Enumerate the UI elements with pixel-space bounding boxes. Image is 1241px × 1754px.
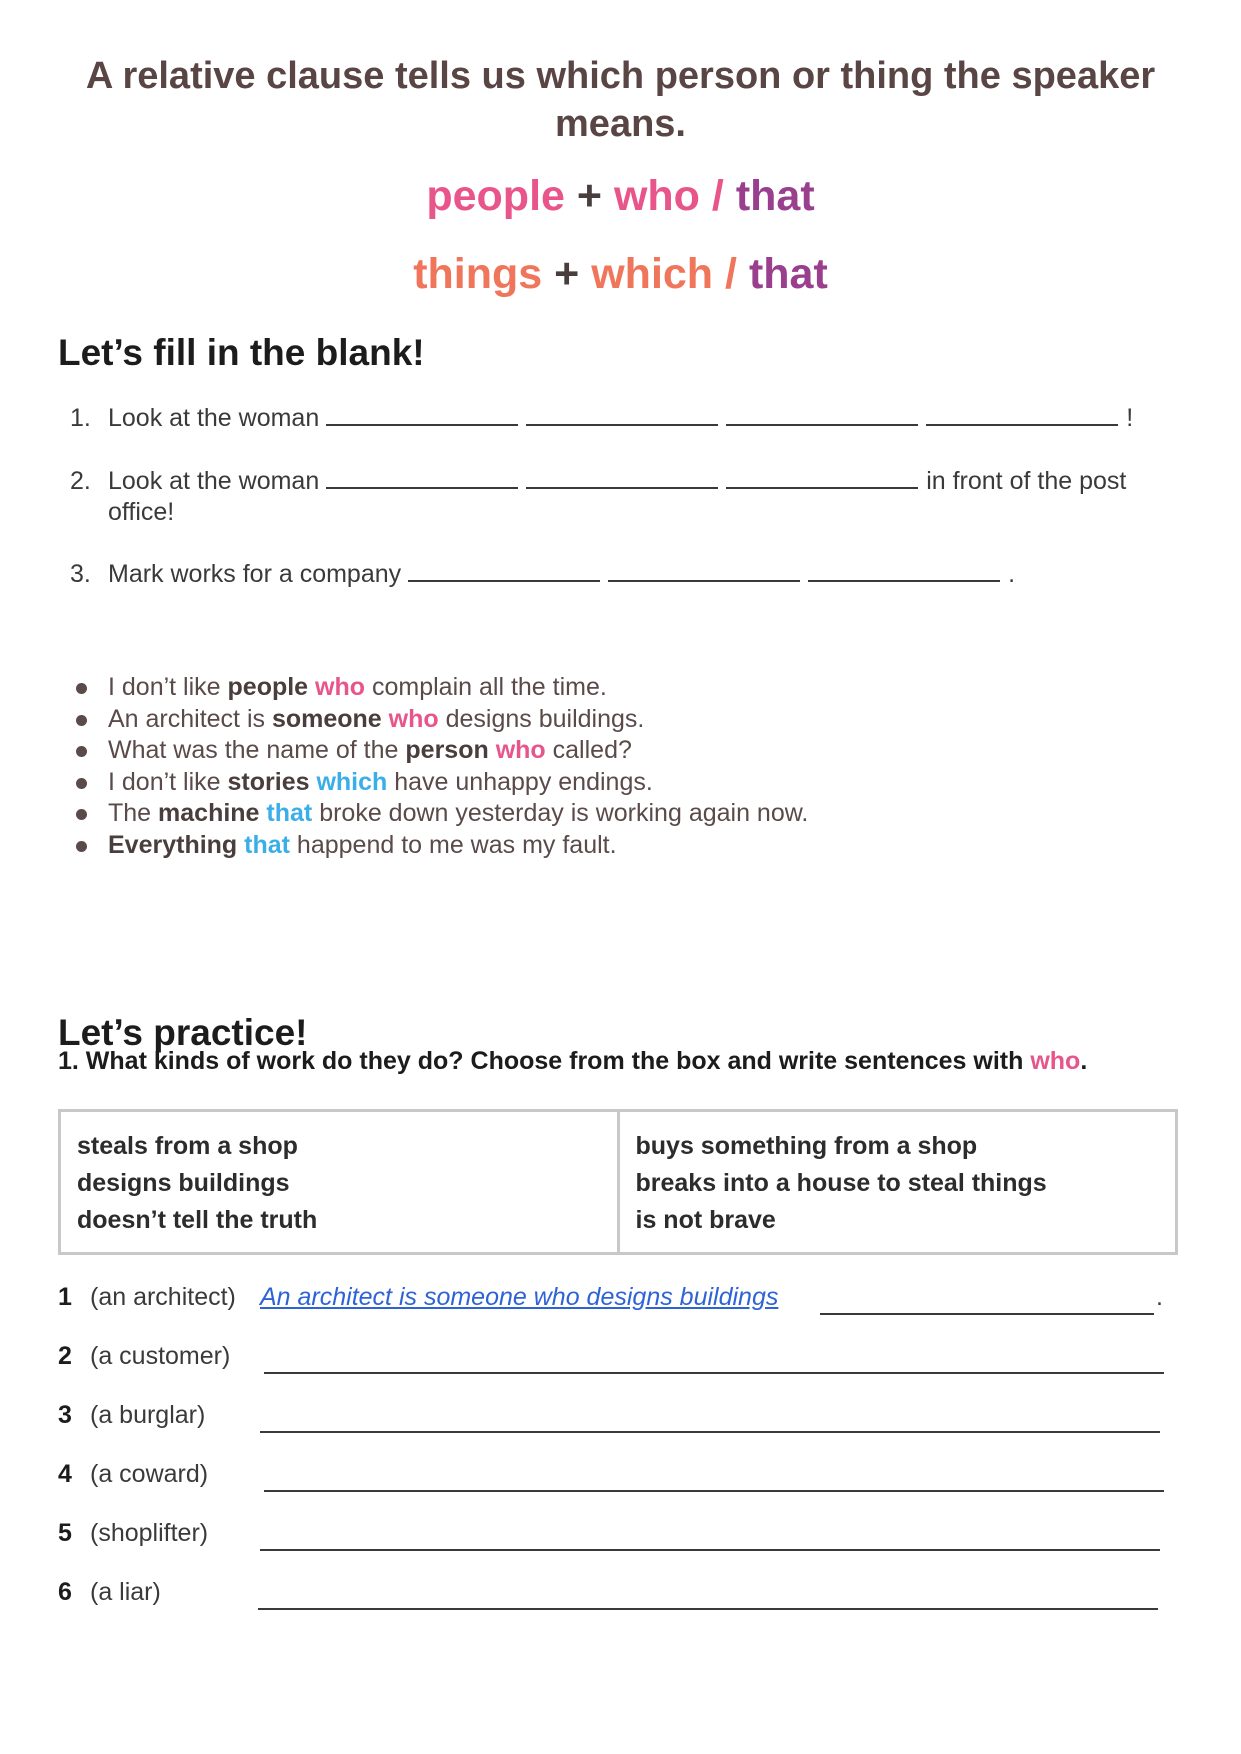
example-text: I don’t like (108, 673, 228, 701)
word-box-right (617, 1112, 1176, 1252)
example-text: have unhappy endings. (387, 767, 653, 796)
item-number: 3. (70, 560, 91, 588)
practice-label: (a burglar) (90, 1401, 206, 1429)
item-number: 1. (70, 404, 91, 432)
formula-rel-that: that (748, 250, 828, 298)
formula-people (0, 172, 1241, 221)
practice-number: 1 (58, 1283, 72, 1311)
blank-line[interactable] (526, 402, 718, 426)
word-box-phrase: steals from a shop (77, 1132, 298, 1160)
example-noun: machine (158, 799, 260, 827)
example-text: designs buildings. (438, 704, 645, 733)
instruction (58, 1047, 1087, 1076)
example-text: complain all the time. (365, 673, 607, 701)
answer-line[interactable] (260, 1401, 1160, 1433)
blank-line[interactable] (726, 465, 918, 489)
word-box (58, 1109, 1178, 1255)
example-pronoun: that (244, 830, 290, 859)
bullet-icon (76, 809, 87, 820)
example-noun: person (405, 736, 489, 764)
practice-label: (shoplifter) (90, 1519, 209, 1547)
example-item (76, 735, 1176, 767)
practice-item (58, 1578, 1168, 1618)
bullet-icon (76, 841, 87, 852)
formula-rel-who: who (613, 172, 700, 220)
blank-line[interactable] (726, 402, 918, 426)
example-pronoun: that (266, 799, 313, 827)
item-text: Look at the woman (108, 467, 320, 495)
example-text: broke down yesterday is working again now. (312, 799, 809, 827)
example-item (76, 830, 1176, 862)
example-text: An architect is (108, 704, 272, 733)
word-box-phrase: breaks into a house to steal things (635, 1169, 1047, 1197)
practice-number: 2 (58, 1342, 72, 1370)
example-answer: An architect is someone who designs buildings (260, 1283, 779, 1311)
fill-item (70, 558, 1180, 590)
bullet-icon (76, 778, 87, 789)
formula-people-noun: people (426, 172, 565, 220)
answer-line[interactable] (820, 1283, 1154, 1315)
blank-line[interactable] (808, 558, 1000, 582)
example-item (76, 798, 1176, 830)
item-text: Look at the woman (108, 404, 320, 432)
formula-things-noun: things (413, 250, 543, 298)
word-box-phrase: buys something from a shop (635, 1132, 978, 1160)
practice-label: (a liar) (90, 1578, 161, 1606)
practice-item (58, 1401, 1168, 1441)
formula-rel-which: which (591, 250, 714, 298)
bullet-icon (76, 715, 87, 726)
blank-line[interactable] (326, 465, 518, 489)
answer-line[interactable] (264, 1460, 1164, 1492)
word-box-phrase: is not brave (635, 1206, 776, 1234)
instruction-keyword: who (1030, 1047, 1081, 1075)
formula-slash: / (725, 250, 737, 298)
blank-line[interactable] (326, 402, 518, 426)
practice-number: 6 (58, 1578, 72, 1606)
example-list (76, 672, 1176, 861)
practice-number: 3 (58, 1401, 72, 1429)
example-pronoun: who (495, 736, 546, 764)
example-noun: people (227, 673, 309, 701)
practice-item (58, 1283, 1168, 1323)
formula-rel-that: that (735, 172, 815, 220)
practice-label: (an architect) (90, 1283, 236, 1311)
bullet-icon (76, 746, 87, 757)
formula-plus: + (576, 172, 603, 220)
item-number: 2. (70, 467, 91, 495)
item-text: Mark works for a company (108, 560, 402, 588)
example-noun: Everything (108, 830, 238, 859)
example-pronoun: which (316, 767, 388, 796)
example-item (76, 672, 1176, 704)
answer-line[interactable] (260, 1519, 1160, 1551)
practice-item (58, 1519, 1168, 1559)
answer-line[interactable] (264, 1342, 1164, 1374)
example-item (76, 767, 1176, 799)
blank-line[interactable] (526, 465, 718, 489)
example-noun: stories (227, 767, 310, 796)
item-continuation: office! (108, 498, 175, 526)
example-text: called? (545, 736, 632, 764)
word-box-left (61, 1112, 617, 1252)
practice-number: 5 (58, 1519, 72, 1547)
example-noun: someone (271, 704, 382, 733)
example-pronoun: who (388, 704, 439, 733)
fill-heading: Let’s fill in the blank! (58, 332, 425, 373)
example-text: I don’t like (108, 767, 228, 796)
word-box-phrase: doesn’t tell the truth (77, 1206, 318, 1234)
example-pronoun: who (315, 673, 366, 701)
formula-plus: + (554, 250, 580, 298)
word-box-phrase: designs buildings (77, 1169, 290, 1197)
answer-line[interactable] (258, 1578, 1158, 1610)
practice-label: (a customer) (90, 1342, 231, 1370)
item-end: ! (1126, 404, 1134, 432)
item-end: . (1008, 560, 1016, 588)
example-text: happend to me was my fault. (289, 830, 617, 859)
blank-line[interactable] (608, 558, 800, 582)
bullet-icon (76, 683, 87, 694)
instruction-end: . (1080, 1047, 1088, 1075)
practice-label: (a coward) (90, 1460, 209, 1488)
practice-item (58, 1460, 1168, 1500)
practice-end: . (1156, 1283, 1163, 1311)
formula-slash: / (711, 172, 724, 220)
example-text: What was the name of the (108, 736, 406, 764)
instruction-text: 1. What kinds of work do they do? Choose from the box and write sentences with (58, 1047, 1031, 1075)
fill-item (70, 465, 1180, 528)
example-text: The (108, 799, 159, 827)
practice-item (58, 1342, 1168, 1382)
fill-item (70, 402, 1180, 434)
practice-heading: Let’s practice! (58, 1012, 308, 1053)
blank-line[interactable] (408, 558, 600, 582)
blank-line[interactable] (926, 402, 1118, 426)
formula-things (0, 250, 1241, 299)
item-end: in front of the post (926, 467, 1127, 495)
practice-number: 4 (58, 1460, 72, 1488)
example-item (76, 704, 1176, 736)
intro-text: A relative clause tells us which person or thing the speaker means. (85, 55, 1156, 145)
